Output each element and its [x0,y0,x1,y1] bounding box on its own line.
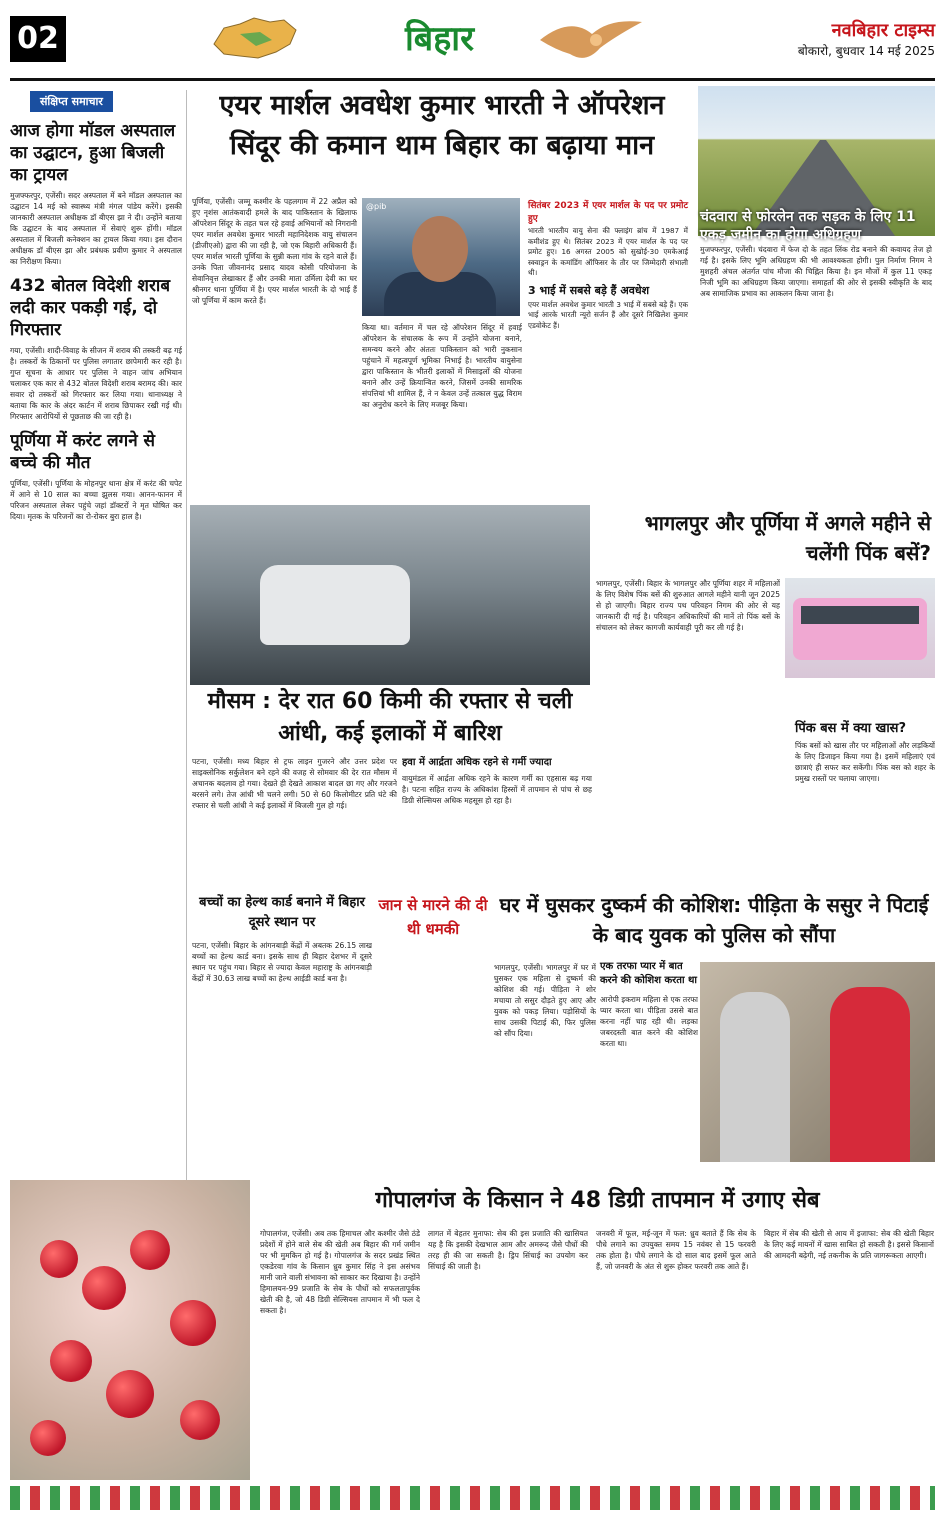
weather-subhead: हवा में आर्द्रता अधिक रहने से गर्मी ज्यादा [402,757,552,768]
crime-kicker: जान से मारने की दी थी धमकी [378,896,488,938]
crime-body: भागलपुर, एजेंसी। भागलपुर में घर में घुसकर एक महिला से दुष्कर्म की कोशिश की गई। पीड़िता ने शोर मचाया तो ससुर दौड़ते हुए आए और युवक को पकड़ लिया। पड़ोसियों के साथ उसकी पिटाई की, फिर पुलिस को सौंप दिया। [494,963,596,1038]
apple-shape [106,1370,154,1418]
health-body: पटना, एजेंसी। बिहार के आंगनबाड़ी केंद्रों में अबतक 26.15 लाख बच्चों का हेल्थ कार्ड बना। इसके साथ ही बिहार देशभर में दूसरे स्थान पर पहुंच गया। बिहार से ज्यादा केवल महाराष्ट्र के आंगनबाड़ी केंद्रों में 30.63 लाख बच्चों का हेल्थ आईडी कार्ड बना है। [192,941,372,983]
apple-body-2: लागत में बेहतर मुनाफा: सेब की इस प्रजाति की खासियत यह है कि इसकी देखभाल आम और अमरूद जैसे पौधों की तरह ही की जा सकती है। ड्रिप सिंचाई का उपयोग कर सिंचाई की जाती है। [428,1229,588,1271]
brief-headline: आज होगा मॉडल अस्पताल का उद्घाटन, हुआ बिजली का ट्रायल [10,121,176,185]
bus-headline: भागलपुर और पूर्णिया में अगले महीने से चलेंगी पिंक बसें? [644,511,931,565]
column-divider [186,90,187,1240]
health-headline: बच्चों का हेल्थ कार्ड बनाने में बिहार दूसरे स्थान पर [199,895,365,930]
apple-shape [170,1300,216,1346]
weather-subsection [402,756,592,886]
lead-body-2: किया था। वर्तमान में चल रहे ऑपरेशन सिंदूर में हवाई ऑपरेशन के संचालक के रूप में उन्होंने योजना बनाने, समन्वय करने और अंततः पाकिस्तान को भारी नुकसान पहुंचाने में महत्वपूर्ण भूमिका निभाई है। भारतीय वायुसेना द्वारा पाकिस्तान के भीतरी इलाकों में मिसाइलों की योजना बनाने और उन्हें क्रियान्वित करने, जिसमें उनकी सामरिक संपत्तियां भी शामिल हैं, ने न केवल उन्हें तत्काल युद्ध विराम का अनुरोध करने के लिए मजबूर किया। [362,323,522,409]
apple-shape [50,1340,92,1382]
crime-headline: घर में घुसकर दुष्कर्म की कोशिश: पीड़िता के ससुर ने पिटाई के बाद युवक को पुलिस को सौंपा [499,893,929,947]
callout-body-2: एयर मार्शल अवधेश कुमार भारती 3 भाई में सबसे बड़े हैं। एक भाई आरके भारती न्यूरो सर्जन हैं और दूसरे निखिलेश कुमार एडवोकेट हैं। [528,299,688,330]
briefs-column [10,90,182,1240]
lead-callout [528,198,688,331]
rain-photo [190,505,590,685]
page-number: 02 [10,16,66,62]
pink-bus-photo [785,578,935,678]
lead-headline: एयर मार्शल अवधेश कुमार भारती ने ऑपरेशन सिंदूर की कमान थाम बिहार का बढ़ाया मान [219,90,665,161]
road-body: मुजफ्फरपुर, एजेंसी। चंदवारा में फेज दो के तहत लिंक रोड बनाने की कवायद तेज हो गई है। इसके लिए भूमि अधिग्रहण की भी आवश्यकता होगी। पुल निर्माण निगम ने मुशहरी अंचल अंतर्गत पांच मौजा की चिह्नित किया है। इन मौजों में कुल 11 एकड़ निजी भूमि का अधिग्रहण किया जाएगा। समाहर्ता की ओर से इसकी स्वीकृति के बाद अब सामाजिक प्रभाव का आकलन किया जाना है। [700,245,932,298]
footer-decoration [10,1486,935,1510]
weather-headline: मौसम : देर रात 60 किमी की रफ्तार से चली आंधी, कई इलाकों में बारिश [207,689,573,746]
callout-subhead: 3 भाई में सबसे बड़े हैं अवधेश [528,283,650,297]
bus-window-shape [801,606,919,624]
face-shape [412,216,468,282]
apple-shape [40,1240,78,1278]
lead-body-1: पूर्णिया, एजेंसी। जम्मू कश्मीर के पहलगाम में 22 अप्रैल को हुए नृशंस आतंकवादी हमले के बाद पाकिस्तान के खिलाफ ऑपरेशन सिंदूर के तहत चल रहे हवाई अभियानों को निगरानी एयर मार्शल अवधेश कुमार भारती महानिदेशक वायु संचालन (डीजीएओ) द्वारा की जा रही है, जो एक बिहारी अधिकारी हैं। एयर मार्शल भारती पूर्णिया के सुन्नी कला गांव के रहने वाले हैं। उनके पिता जीवनानंद प्रसाद यादव कोसी परियोजना के सेवानिवृत्त लेखाकार हैं और उनकी माता उर्मिला देवी का घर श्रीनगर थाना पूर्णिया में है। एयर मार्शल भारती के दो भाई हैं जो पूर्णिया में काम करते हैं। [192,197,357,305]
apple-shape [180,1400,220,1440]
apple-shape [30,1420,66,1456]
apple-shape [130,1230,170,1270]
bird-emblem-icon [530,10,650,70]
person-shape [830,987,910,1162]
road-headline: चंदवारा से फोरलेन तक सड़क के लिए 11 एकड़ जमीन का होगा अधिग्रहण [700,209,916,243]
brief-headline: पूर्णिया में करंट लगने से बच्चे की मौत [10,431,156,473]
callout-title: सितंबर 2023 में एयर मार्शल के पद पर प्रमोट हुए [528,201,688,224]
brief-body: पूर्णिया, एजेंसी। पूर्णिया के मोहनपुर थाना क्षेत्र में करंट की चपेट में आने से 10 साल का बच्चा झुलस गया। आनन-फानन में परिजन अस्पताल लेकर पहुंचे जहां डॉक्टरों ने मृत घोषित कर दिया। मृतक के परिजनों का रो-रोकर बुरा हाल है। [10,479,182,521]
bihar-map-icon [210,14,300,62]
brief-body: मुजफ्फरपुर, एजेंसी। सदर अस्पताल में बने मॉडल अस्पताल का उद्घाटन 14 मई को स्वास्थ्य मंत्री मंगल पांडेय करेंगे। इसकी जानकारी अस्पताल अधीक्षक डॉ बीएस झा ने दी। उन्होंने बताया कि उद्घाटन के बाद अस्पताल में सेवाएं शुरू होंगी। मॉडल अस्पताल में बिजली कनेक्शन का ट्रायल किया गया। इस दौरान अधीक्षक डॉ बीएस झा और प्रबंधक प्रवीण कुमार ने अस्पताल का निरीक्षण किया। [10,191,182,266]
car-shape [260,565,410,645]
briefs-tag: संक्षिप्त समाचार [30,91,113,112]
apple-body-3: जनवरी में फूल, मई-जून में फल: ध्रुव बताते हैं कि सेब के पौधे लगाने का उपयुक्त समय 15 नवंबर से 15 फरवरी तक होता है। पौधे लगाने के दो साल बाद इसमें फूल आते हैं, जो जनवरी के अंत से शुरू होकर फरवरी तक आते हैं। [596,1229,756,1271]
apple-body-4: बिहार में सेब की खेती से आय में इजाफा: सेब की खेती बिहार के लिए कई मायनों में खास साबित हो सकती है। इससे किसानों की आमदनी बढ़ेगी, नई तकनीक के प्रति जागरूकता आएगी। [764,1229,934,1260]
bus-subhead-body: पिंक बसों को खास तौर पर महिलाओं और लड़कियों के लिए डिजाइन किया गया है। इसमें महिलाएं एवं छात्राएं ही सफर कर सकेंगी। पिंक बस को शहर के प्रमुख रास्तों पर चलाया जाएगा। [795,741,935,783]
callout-body: भारती भारतीय वायु सेना की फ्लाइंग ब्रांच में 1987 में कमीशंड हुए थे। सितंबर 2023 में एयर मार्शल के पद पर प्रमोट हुए। 16 अगस्त 2005 को सुखोई-30 एमकेआई स्क्वाड्रन के कमांडिंग ऑफिसर के तौर पर जिम्मेदारी संभाली थी। [528,226,688,277]
bus-subhead: पिंक बस में क्या खास? [795,721,907,736]
dateline: बोकारो, बुधवार 14 मई 2025 [797,44,935,58]
photo-credit: @pib [366,202,387,211]
crime-body-2: आरोपी इकराम महिला से एक तरफा प्यार करता था। पीड़िता उससे बात करना नहीं चाह रही थी। लड़का जबरदस्ती बात करने की कोशिश करता था। [600,995,698,1048]
apple-headline: गोपालगंज के किसान ने 48 डिग्री तापमान में उगाए सेब [375,1188,820,1213]
crime-subhead: एक तरफा प्यार में बात करने की कोशिश करता था [600,961,698,986]
weather-body-2: वायुमंडल में आर्द्रता अधिक रहने के कारण गर्मी का एहसास बढ़ गया है। पटना सहित राज्य के अधिकांश हिस्सों में तापमान से पांच से छह डिग्री सेल्सियस अधिक महसूस हो रहा है। [402,774,592,805]
person-shape [720,992,790,1162]
masthead [10,8,935,78]
weather-body: पटना, एजेंसी। मध्य बिहार से ट्रफ लाइन गुजरने और उत्तर प्रदेश पर साइक्लोनिक सर्कुलेशन बने रहने की वजह से सोमवार की देर रात मौसम में अचानक बदलाव हो गया। देखते ही देखते आकाश बादल छा गए और गरजने बरसने लगे। तेज आंधी भी चलने लगी। 50 से 60 किलोमीटर प्रति घंटे की रफ्तार से चली आंधी ने कई इलाकों में बिजली गुल हो गई। [192,757,397,810]
officer-photo [362,198,520,316]
apple-tree-photo [10,1180,250,1480]
section-title: बिहार [405,19,474,59]
women-photo [700,962,935,1162]
brief-headline: 432 बोतल विदेशी शराब लदी कार पकड़ी गई, दो गिरफ्तार [10,276,171,340]
masthead-divider [10,78,935,81]
brand-logo: नवबिहार टाइम्स [831,20,935,41]
brief-body: गया, एजेंसी। शादी-विवाह के सीजन में शराब की तस्करी बढ़ गई है। तस्करों के ठिकानों पर पुलिस लगातार छापेमारी कर रही है। गुप्त सूचना के आधार पर पुलिस ने वाहन जांच अभियान चलाकर एक कार से 432 बोतल विदेशी शराब बरामद की। कार सवार दो तस्करों को गिरफ्तार कर लिया गया। थानाध्यक्ष ने बताया कि कार के अंदर कार्टन में शराब छिपाकर रखी गई थी। गिरफ्तार आरोपियों से पूछताछ की जा रही है। [10,346,182,421]
bus-body: भागलपुर, एजेंसी। बिहार के भागलपुर और पूर्णिया शहर में महिलाओं के लिए विशेष पिंक बसें की शुरुआत आगले महीने यानी जून 2025 से हो जाएगी। बिहार राज्य पथ परिवहन निगम की ओर से यह जानकारी दी गई है। परिवहन अधिकारियों की मानें तो पिंक बसें के संचालन को लेकर कागजी कार्यवाही पूरी कर ली गई है। [596,579,780,632]
apple-shape [82,1266,126,1310]
apple-body-1: गोपालगंज, एजेंसी। अब तक हिमाचल और कश्मीर जैसे ठंडे प्रदेशों में होने वाले सेब की खेती अब बिहार की गर्म जमीन पर भी मुमकिन हो गई है। गोपालगंज के सदर प्रखंड स्थित एकडेरवा गांव के किसान ध्रुव कुमार सिंह ने इस असंभव मानी जाने वाली संभावना को साकार कर दिखाया है। उन्होंने हिमालयन-99 प्रजाति के सेब के पौधों को सफलतापूर्वक खेती की है, जो 48 डिग्री सेल्सियस तापमान में भी फल दे सकता है। [260,1229,420,1315]
